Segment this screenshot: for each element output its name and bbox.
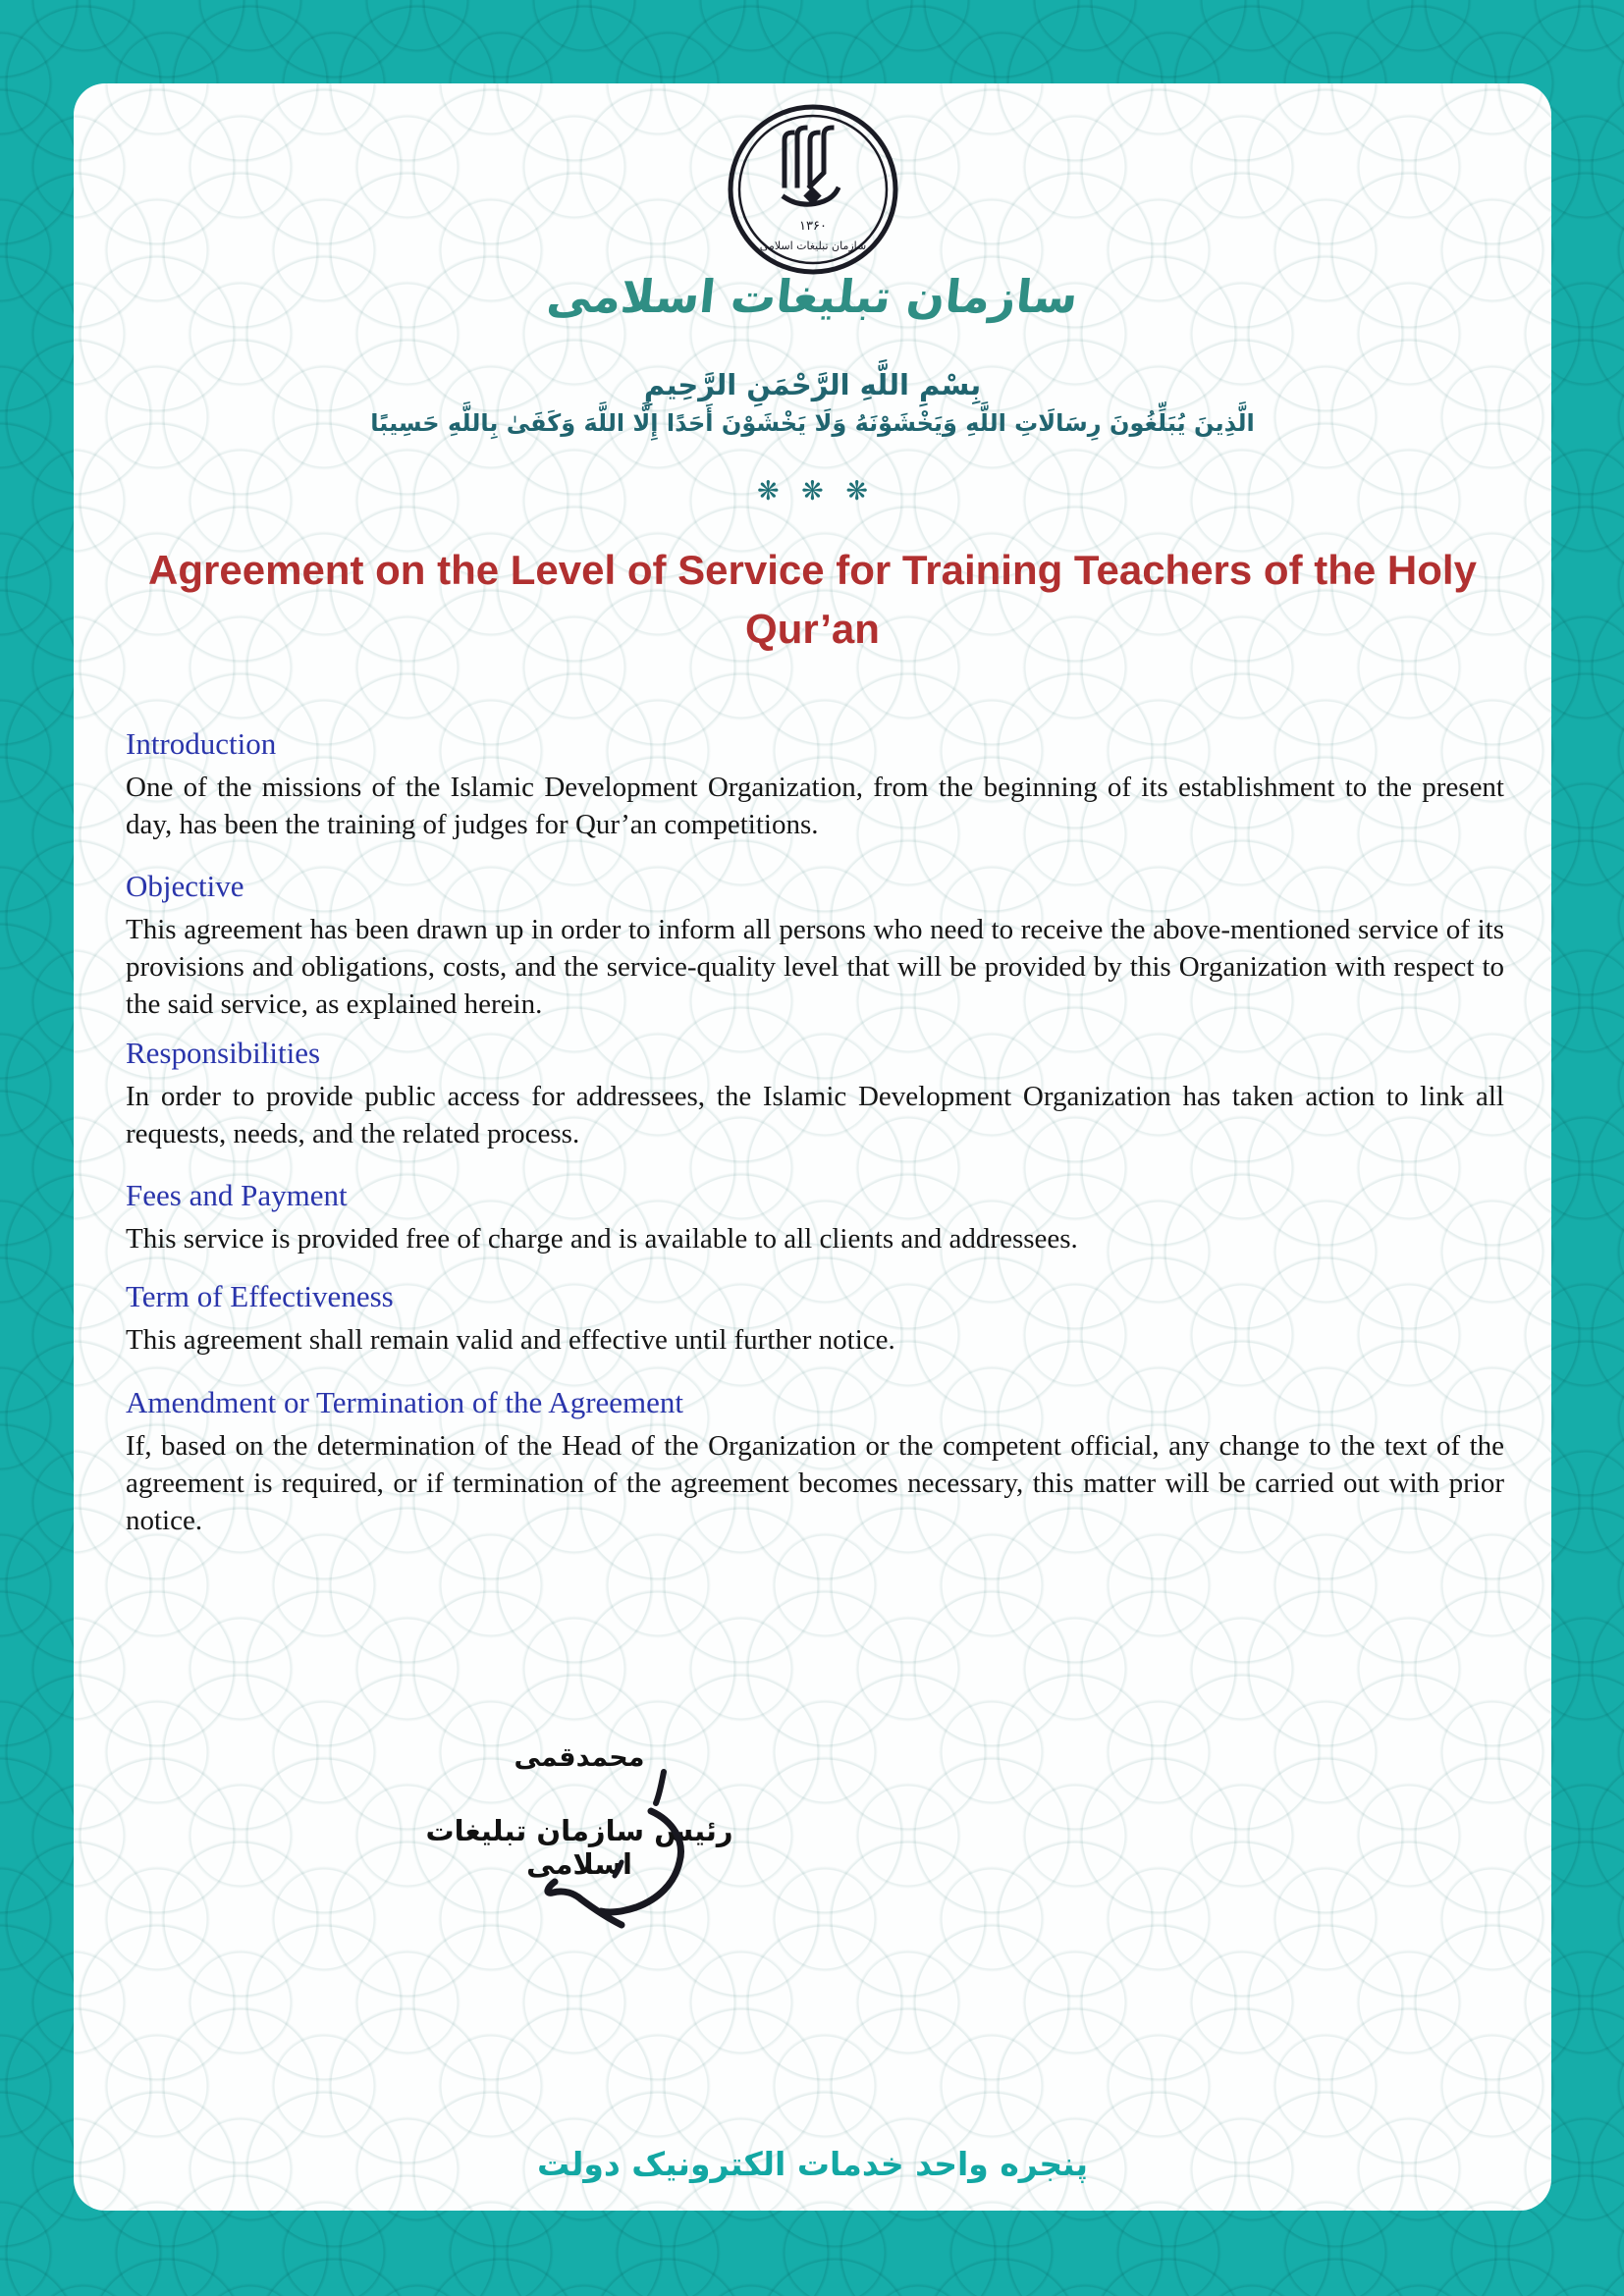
section-amendment-or-termination xyxy=(126,1385,1504,1539)
section-heading: Fees and Payment xyxy=(126,1178,348,1212)
document-sheet xyxy=(74,83,1551,2211)
section-term-of-effectiveness xyxy=(126,1279,1504,1359)
section-body: If, based on the determination of the Head of the Organization or the competent official, any change to the text of the agreement is required, or if termination of the agreement becomes necessary, this matter will be carried out with prior notice. xyxy=(126,1430,1504,1536)
logo-circle-text: سازمان تبلیغات اسلامی xyxy=(759,240,866,252)
signature-name: محمدقمی xyxy=(514,1742,645,1773)
bismillah-text: بِسْمِ اللَّهِ الرَّحْمَنِ الرَّحِيمِ xyxy=(643,368,982,401)
organization-calligraphy: سازمان تبلیغات اسلامی xyxy=(544,270,1081,323)
signature-stroke-icon xyxy=(520,1764,727,1960)
section-fees-and-payment xyxy=(126,1178,1504,1257)
logo-year: ۱۳۶۰ xyxy=(798,219,827,234)
section-heading: Introduction xyxy=(126,726,277,761)
section-heading: Amendment or Termination of the Agreement xyxy=(126,1385,684,1419)
footer-text: پنجره واحد خدمات الکترونیک دولت xyxy=(537,2145,1088,2183)
ornament-divider-icon: ❋ ❋ ❋ xyxy=(756,476,869,507)
signature-role: رئیس سازمان تبلیغات اسلامی xyxy=(425,1814,733,1881)
section-responsibilities xyxy=(126,1036,1504,1152)
section-body: This agreement shall remain valid and effective until further notice. xyxy=(126,1324,895,1356)
page-title: Agreement on the Level of Service for Training Teachers of the Holy Qur’an xyxy=(148,547,1477,652)
section-objective xyxy=(126,869,1504,1023)
section-introduction xyxy=(126,726,1504,843)
quran-verse: الَّذِينَ يُبَلِّغُونَ رِسَالَاتِ اللَّهِ وَيَخْشَوْنَهُ وَلَا يَخْشَوْنَ أَحَدًا إِلَّا اللَّهَ وَكَفَىٰ بِاللَّهِ حَسِيبًا xyxy=(370,409,1255,437)
section-heading: Objective xyxy=(126,869,244,903)
section-heading: Responsibilities xyxy=(126,1036,321,1070)
section-body: One of the missions of the Islamic Development Organization, from the beginning of its establishment to the present day, has been the training of judges for Qur’an competitions. xyxy=(126,772,1504,840)
section-body: This service is provided free of charge and is available to all clients and addressees. xyxy=(126,1223,1078,1255)
section-body: This agreement has been drawn up in order to inform all persons who need to receive the above-mentioned service of its provisions and obligations, costs, and the service-quality level that will be provided by this Organization with respect to the said service, as explained herein. xyxy=(126,914,1504,1020)
section-heading: Term of Effectiveness xyxy=(126,1279,394,1313)
section-body: In order to provide public access for addressees, the Islamic Development Organization has taken action to link all requests, needs, and the related process. xyxy=(126,1081,1504,1149)
